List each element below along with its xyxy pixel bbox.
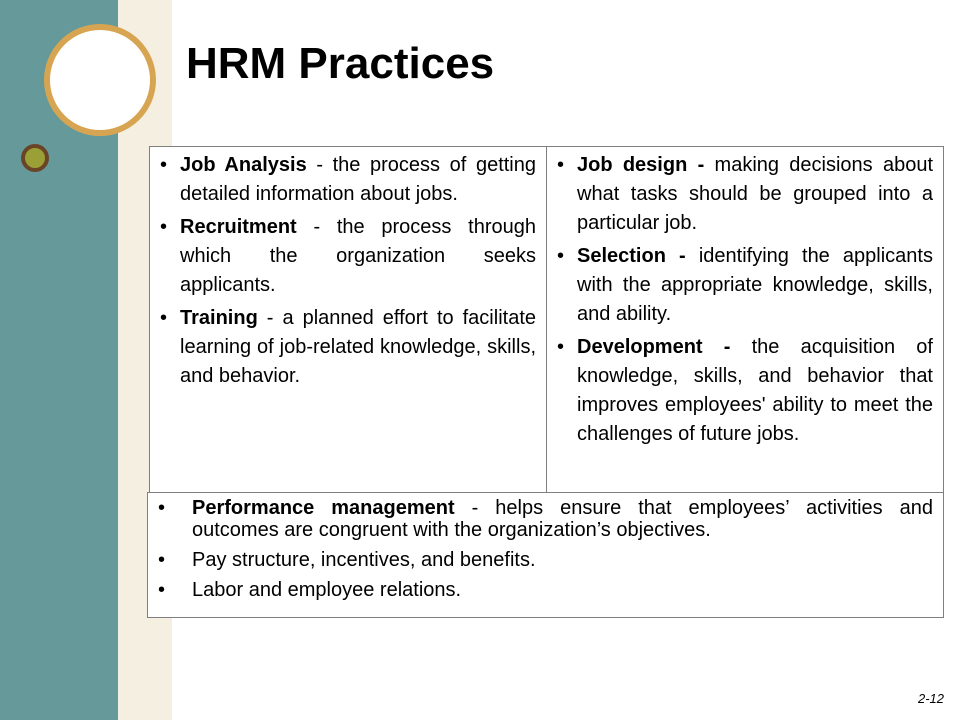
- list-item-development: [557, 333, 933, 449]
- definition: the process through which the organization seeks applicants.: [180, 216, 536, 296]
- term: Recruitment: [180, 216, 297, 238]
- left-practices-box: [149, 146, 547, 493]
- definition: making decisions about what tasks should be grouped into a particular job.: [577, 154, 933, 234]
- separator: -: [306, 154, 333, 176]
- definition: the process of getting detailed information about jobs.: [180, 154, 536, 205]
- list-item-performance-management: [158, 497, 933, 541]
- bullet-icon: •: [557, 245, 565, 267]
- separator: -: [454, 497, 496, 519]
- bullet-icon: •: [557, 336, 565, 358]
- left-practices-list: [160, 151, 536, 395]
- list-item-labor-relations: [158, 579, 933, 601]
- term: Training: [180, 307, 258, 329]
- list-item-selection: [557, 242, 933, 329]
- term: Job Analysis: [180, 154, 307, 176]
- definition: Pay structure, incentives, and benefits.: [192, 549, 536, 571]
- term: Performance management: [192, 497, 455, 519]
- list-item-pay-structure: [158, 549, 933, 571]
- bullet-icon: •: [160, 154, 168, 176]
- list-item-training: [160, 304, 536, 391]
- definition: helps ensure that employees’ activities and outcomes are congruent with the organization’s objectives.: [192, 497, 934, 541]
- term: Selection -: [577, 245, 686, 267]
- definition: a planned effort to facilitate learning of job-related knowledge, skills, and behavior.: [180, 307, 536, 387]
- separator: [686, 245, 699, 267]
- slide-title: HRM Practices: [186, 39, 495, 88]
- list-item-job-analysis: [160, 151, 536, 209]
- separator: [704, 154, 714, 176]
- bottom-practices-box: [147, 492, 944, 618]
- term: Development -: [577, 336, 731, 358]
- bullet-icon: •: [158, 579, 166, 601]
- bullet-icon: •: [160, 307, 168, 329]
- definition: the acquisition of knowledge, skills, and behavior that improves employees' ability to meet the challenges of future jobs.: [577, 336, 933, 445]
- separator: [730, 336, 751, 358]
- term: Job design -: [577, 154, 705, 176]
- bullet-icon: •: [557, 154, 565, 176]
- definition: Labor and employee relations.: [192, 579, 462, 601]
- list-item-job-design: [557, 151, 933, 238]
- decorative-circle-large: [44, 24, 156, 136]
- bottom-practices-list: [158, 497, 933, 609]
- separator: -: [296, 216, 337, 238]
- list-item-recruitment: [160, 213, 536, 300]
- definition: identifying the applicants with the appropriate knowledge, skills, and ability.: [577, 245, 933, 325]
- page-number: 2-12: [917, 691, 944, 706]
- bullet-icon: •: [158, 549, 166, 571]
- bullet-icon: •: [160, 216, 168, 238]
- bullet-icon: •: [158, 497, 166, 519]
- decorative-circle-small: [21, 144, 49, 172]
- separator: -: [257, 307, 283, 329]
- right-practices-box: [546, 146, 944, 493]
- right-practices-list: [557, 151, 933, 453]
